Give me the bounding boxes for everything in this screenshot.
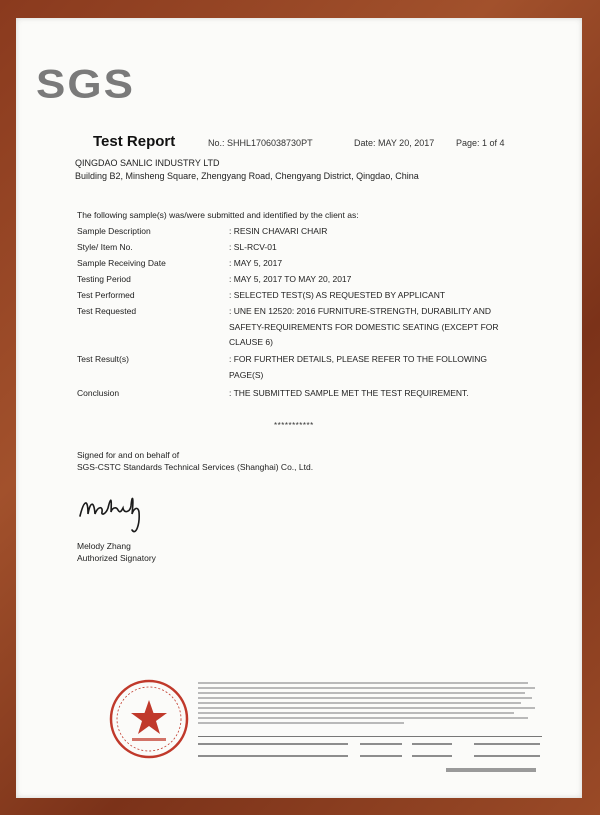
sgs-logo: SGS <box>36 62 135 107</box>
report-number: No.: SHHL1706038730PT <box>208 138 313 148</box>
group-membership-note <box>446 768 536 772</box>
row-label: Test Requested <box>77 306 137 316</box>
footer-contact-line <box>198 740 542 750</box>
signatory-title: Authorized Signatory <box>77 553 156 563</box>
report-title: Test Report <box>93 133 176 150</box>
row-value: : FOR FURTHER DETAILS, PLEASE REFER TO THE FOLLOWING PAGE(S) <box>229 354 488 380</box>
row-label: Test Result(s) <box>77 354 129 364</box>
end-marker: *********** <box>274 421 314 430</box>
row-value: : UNE EN 12520: 2016 FURNITURE-STRENGTH, DURABILITY AND SAFETY-REQUIREMENTS FOR DOMESTIC SEATING (EXCEPT FOR CLAUSE 6) <box>229 306 499 347</box>
company-name: SGS-CSTC Standards Technical Services (Shanghai) Co., Ltd. <box>77 462 314 472</box>
row-label: Style/ Item No. <box>77 242 133 252</box>
client-name: QINGDAO SANLIC INDUSTRY LTD <box>75 158 220 168</box>
row-label: Testing Period <box>77 274 131 284</box>
handwritten-signature <box>76 480 166 538</box>
row-value: : RESIN CHAVARI CHAIR <box>229 226 328 236</box>
row-value: : MAY 5, 2017 TO MAY 20, 2017 <box>229 274 352 284</box>
legal-fine-print <box>198 682 542 730</box>
row-label: Test Performed <box>77 290 135 300</box>
report-date: Date: MAY 20, 2017 <box>354 138 435 148</box>
company-seal-icon <box>108 678 190 760</box>
footer-divider <box>198 736 542 737</box>
row-value: : SL-RCV-01 <box>229 242 277 252</box>
footer-contact-line <box>198 752 542 762</box>
intro-text: The following sample(s) was/were submitted and identified by the client as: <box>77 210 359 220</box>
row-label: Sample Description <box>77 226 151 236</box>
row-value: : THE SUBMITTED SAMPLE MET THE TEST REQUIREMENT. <box>229 388 469 398</box>
row-value: : MAY 5, 2017 <box>229 258 283 268</box>
row-label: Sample Receiving Date <box>77 258 166 268</box>
certificate-page <box>16 18 582 798</box>
client-address: Building B2, Minsheng Square, Zhengyang Road, Chengyang District, Qingdao, China <box>75 171 419 181</box>
row-value: : SELECTED TEST(S) AS REQUESTED BY APPLICANT <box>229 290 446 300</box>
page-indicator: Page: 1 of 4 <box>456 138 505 148</box>
row-label: Conclusion <box>77 388 120 398</box>
signed-on-behalf: Signed for and on behalf of <box>77 450 180 460</box>
signatory-name: Melody Zhang <box>77 541 131 551</box>
